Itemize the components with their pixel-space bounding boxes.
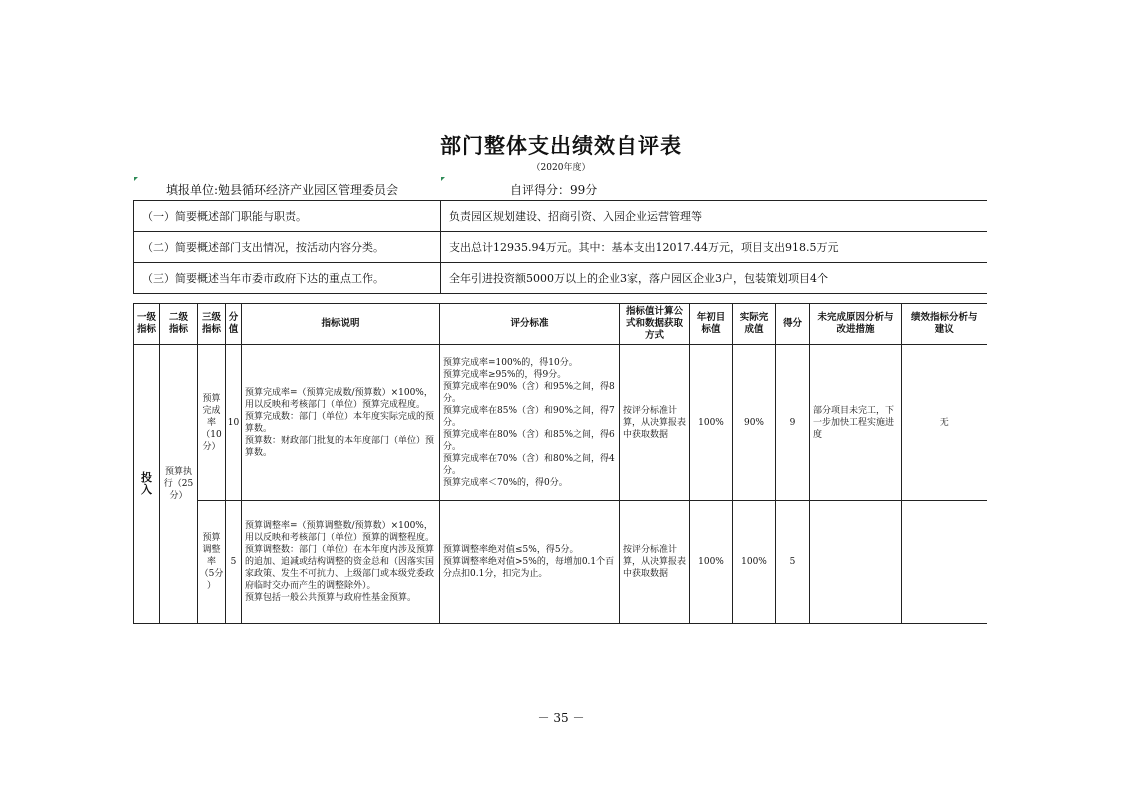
header-criteria: 评分标准 (440, 304, 620, 345)
cell-comment-marker (134, 177, 138, 181)
page-number: － 35 － (537, 711, 585, 725)
header-method: 指标值计算公 式和数据获取 方式 (620, 304, 690, 345)
description-cell: 预算调整率=（预算调整数/预算数）×100%，用以反映和考核部门（单位）预算的调整程度。 预算调整数：部门（单位）在本年度内涉及预算的追加、追减或结构调整的资金总和（因落实国家政策、发生不可抗力、上级部门或本级党委政府临时交办而产生的调整除外）。 预算包括一般公共预算与政府性基金预算。 (242, 501, 440, 624)
criteria-cell: 预算调整率绝对值≤5%，得5分。 预算调整率绝对值>5%的，每增加0.1个百分点扣0.1分，扣完为止。 (440, 501, 620, 624)
indicator-table (133, 303, 987, 624)
summary-row (134, 232, 987, 263)
self-score: 自评得分：99分 (510, 183, 598, 197)
summary-value: 全年引进投资额5000万以上的企业3家，落户园区企业3户，包装策划项目4个 (441, 263, 987, 294)
header-actual: 实际完 成值 (733, 304, 776, 345)
summary-row (134, 201, 987, 232)
level3-indicator: 预算 调整 率 （5分 ） (198, 501, 226, 624)
summary-label: （一）简要概述部门职能与职责。 (134, 201, 441, 232)
reporting-unit: 填报单位:勉县循环经济产业园区管理委员会 (166, 183, 399, 197)
header-description: 指标说明 (242, 304, 440, 345)
header-level2: 二级 指标 (160, 304, 198, 345)
method-cell: 按评分标准计算，从决算报表中获取数据 (620, 345, 690, 501)
header-level1: 一级 指标 (134, 304, 160, 345)
report-year: （2020年度） (531, 163, 591, 173)
points-cell: 10 (226, 345, 242, 501)
reason-cell (810, 501, 902, 624)
header-level3: 三级 指标 (198, 304, 226, 345)
score-cell: 5 (776, 501, 810, 624)
header-points: 分 值 (226, 304, 242, 345)
suggestion-cell: 无 (902, 345, 987, 501)
actual-cell: 100% (733, 501, 776, 624)
points-cell: 5 (226, 501, 242, 624)
header-score: 得分 (776, 304, 810, 345)
target-cell: 100% (690, 345, 733, 501)
summary-row (134, 263, 987, 294)
score-cell: 9 (776, 345, 810, 501)
table-row (134, 345, 987, 501)
description-cell: 预算完成率=（预算完成数/预算数）×100%，用以反映和考核部门（单位）预算完成程度。 预算完成数：部门（单位）本年度实际完成的预算数。 预算数：财政部门批复的本年度部门（单位）预算数。 (242, 345, 440, 501)
target-cell: 100% (690, 501, 733, 624)
header-reason: 未完成原因分析与 改进措施 (810, 304, 902, 345)
level3-indicator: 预算 完成 率 （10 分） (198, 345, 226, 501)
criteria-cell: 预算完成率=100%的，得10分。 预算完成率≥95%的，得9分。 预算完成率在90%（含）和95%之间，得8分。 预算完成率在85%（含）和90%之间，得7分。 预算完成率在80%（含）和85%之间，得6分。 预算完成率在70%（含）和80%之间，得4分。 预算完成率＜70%的，得0分。 (440, 345, 620, 501)
method-cell: 按评分标准计算，从决算报表中获取数据 (620, 501, 690, 624)
summary-value: 负责园区规划建设、招商引资、入园企业运营管理等 (441, 201, 987, 232)
header-suggestion: 绩效指标分析与 建议 (902, 304, 987, 345)
table-row (134, 501, 987, 624)
cell-comment-marker (441, 177, 445, 181)
summary-label: （二）简要概述部门支出情况，按活动内容分类。 (134, 232, 441, 263)
header-target: 年初目 标值 (690, 304, 733, 345)
page-title: 部门整体支出绩效自评表 (440, 134, 682, 158)
suggestion-cell (902, 501, 987, 624)
level1-indicator: 投 入 (134, 345, 160, 624)
table-header-row (134, 304, 987, 345)
summary-label: （三）简要概述当年市委市政府下达的重点工作。 (134, 263, 441, 294)
summary-value: 支出总计12935.94万元。其中：基本支出12017.44万元，项目支出918.5万元 (441, 232, 987, 263)
reason-cell: 部分项目未完工，下一步加快工程实施进度 (810, 345, 902, 501)
summary-table (133, 200, 987, 294)
actual-cell: 90% (733, 345, 776, 501)
level2-indicator: 预算执 行（25 分） (160, 345, 198, 624)
